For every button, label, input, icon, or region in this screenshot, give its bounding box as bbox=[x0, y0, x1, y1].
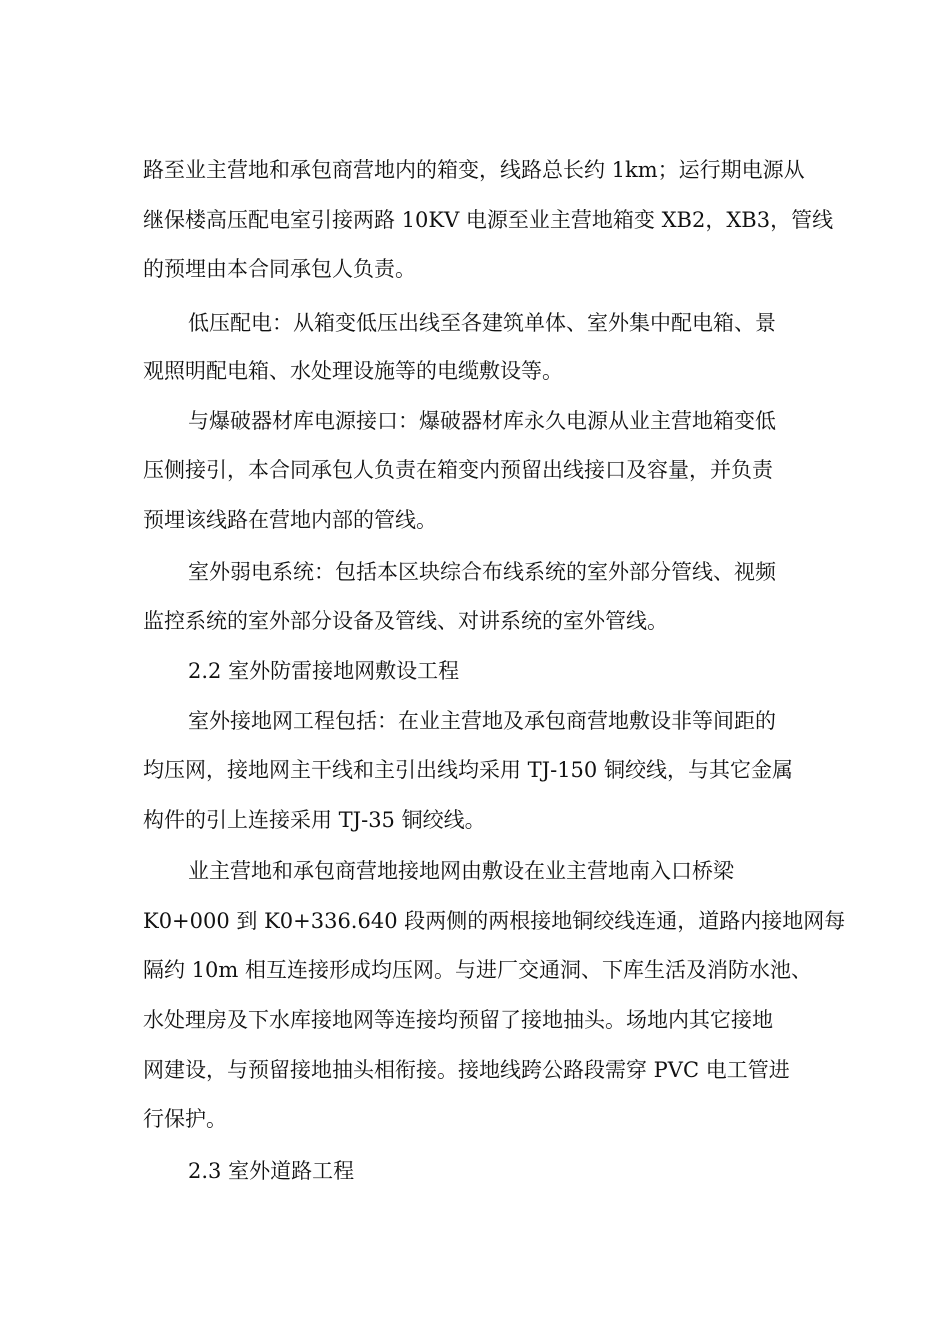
paragraph-line: 低压配电：从箱变低压出线至各建筑单体、室外集中配电箱、景 bbox=[188, 311, 776, 335]
paragraph-line: 构件的引上连接采用 TJ-35 铜绞线。 bbox=[143, 808, 486, 832]
paragraph-line: 路至业主营地和承包商营地内的箱变，线路总长约 1km；运行期电源从 bbox=[143, 158, 805, 182]
section-heading: 2.3 室外道路工程 bbox=[188, 1159, 355, 1183]
paragraph-line: 压侧接引，本合同承包人负责在箱变内预留出线接口及容量，并负责 bbox=[143, 458, 773, 482]
paragraph-line: 隔约 10m 相互连接形成均压网。与进厂交通洞、下库生活及消防水池、 bbox=[143, 958, 812, 982]
paragraph-line: 室外弱电系统：包括本区块综合布线系统的室外部分管线、视频 bbox=[188, 560, 776, 584]
section-heading: 2.2 室外防雷接地网敷设工程 bbox=[188, 659, 460, 683]
paragraph-line: 网建设，与预留接地抽头相衔接。接地线跨公路段需穿 PVC 电工管进 bbox=[143, 1058, 790, 1082]
paragraph-line: 业主营地和承包商营地接地网由敷设在业主营地南入口桥梁 bbox=[188, 859, 734, 883]
paragraph-line: 的预埋由本合同承包人负责。 bbox=[143, 257, 416, 281]
paragraph-line: 观照明配电箱、水处理设施等的电缆敷设等。 bbox=[143, 359, 563, 383]
paragraph-line: 预埋该线路在营地内部的管线。 bbox=[143, 508, 437, 532]
paragraph-line: 继保楼高压配电室引接两路 10KV 电源至业主营地箱变 XB2，XB3，管线 bbox=[143, 208, 834, 232]
paragraph-line: 均压网，接地网主干线和主引出线均采用 TJ-150 铜绞线，与其它金属 bbox=[143, 758, 793, 782]
paragraph-line: 监控系统的室外部分设备及管线、对讲系统的室外管线。 bbox=[143, 609, 668, 633]
paragraph-line: 水处理房及下水库接地网等连接均预留了接地抽头。场地内其它接地 bbox=[143, 1008, 773, 1032]
paragraph-line: 行保护。 bbox=[143, 1107, 227, 1131]
paragraph-line: K0+000 到 K0+336.640 段两侧的两根接地铜绞线连通，道路内接地网每 bbox=[143, 909, 846, 933]
paragraph-line: 室外接地网工程包括：在业主营地及承包商营地敷设非等间距的 bbox=[188, 709, 776, 733]
paragraph-line: 与爆破器材库电源接口：爆破器材库永久电源从业主营地箱变低 bbox=[188, 409, 776, 433]
